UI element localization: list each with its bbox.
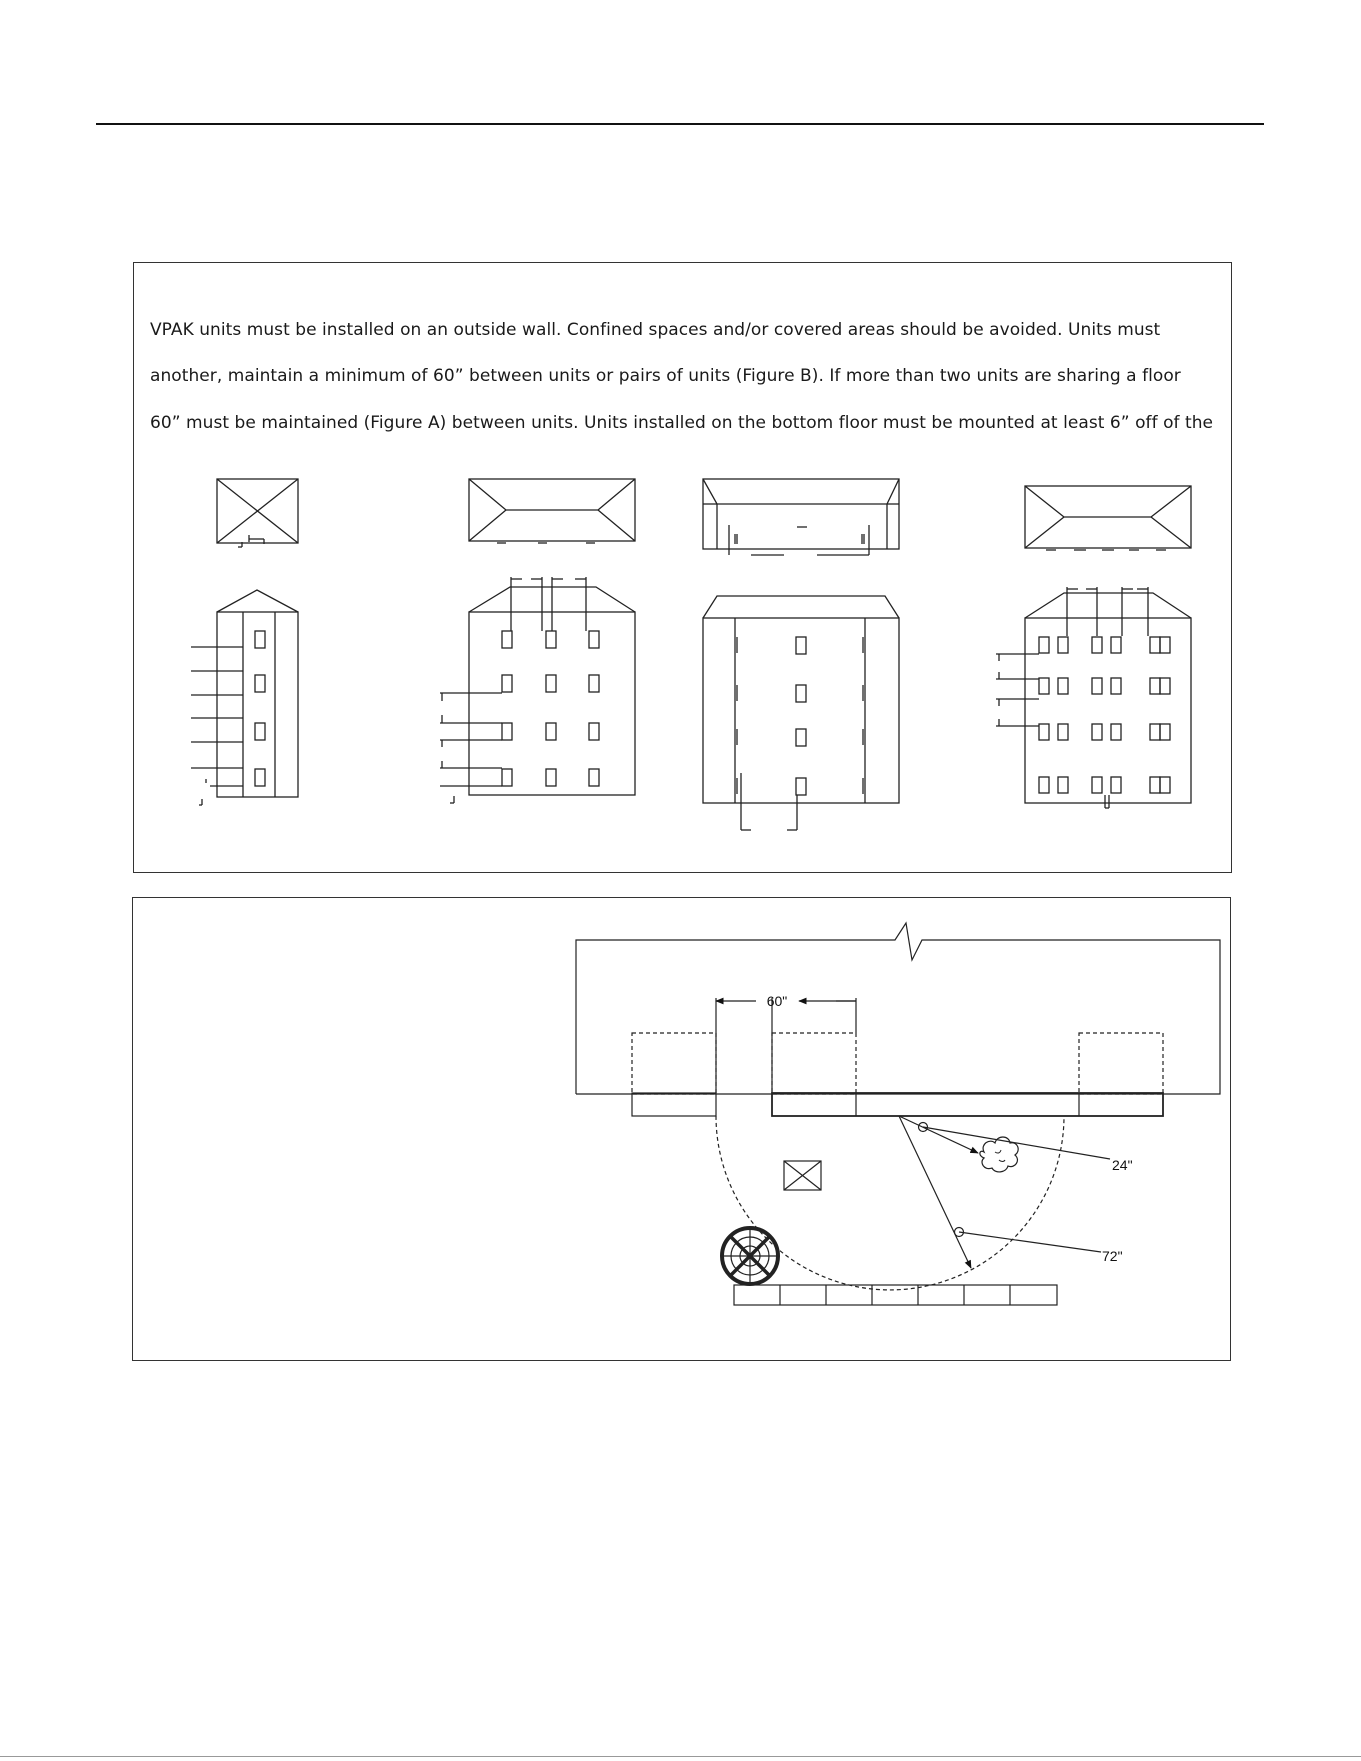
footer-rule xyxy=(0,1756,1361,1757)
building-2-elevation xyxy=(440,577,635,803)
unit-body-left xyxy=(632,1093,716,1116)
clearance-plan-drawing xyxy=(133,898,1232,1362)
exhaust-fan-icon xyxy=(722,1228,778,1284)
building-elevations-drawing xyxy=(134,263,1233,874)
obstruction-clearance-label: 24" xyxy=(1112,1157,1133,1173)
wall-outline xyxy=(576,923,1220,1094)
building-4-unit-pairs xyxy=(1039,637,1170,793)
building-1-narrow-tower xyxy=(191,479,298,805)
unit-footprint-right xyxy=(1079,1033,1163,1094)
building-4-paired-units xyxy=(996,486,1191,808)
building-1-roof-plan xyxy=(217,479,298,547)
building-4-roof-plan xyxy=(1025,486,1191,550)
exhaust-clearance-label: 72" xyxy=(1102,1248,1123,1264)
unit-body-row xyxy=(772,1093,1163,1116)
clearance-figure-panel xyxy=(132,897,1231,1361)
square-x-vent-icon xyxy=(784,1161,821,1190)
sidewalk xyxy=(734,1285,1057,1305)
building-2-roof-plan xyxy=(469,479,635,543)
intro-text-line-3: 60” must be maintained (Figure A) between units. Units installed on the bottom floor must be mounted at least 6” off of the xyxy=(150,413,1214,433)
building-4-elevation xyxy=(996,587,1191,808)
building-figures-panel xyxy=(133,262,1232,873)
building-2-three-column xyxy=(440,479,635,803)
building-3-side-walls xyxy=(703,479,899,830)
shrub-icon xyxy=(980,1137,1018,1172)
building-1-elevation xyxy=(191,590,298,805)
unit-spacing-label: 60" xyxy=(766,993,788,1009)
building-3-roof-plan xyxy=(703,479,899,555)
intro-text-line-2: another, maintain a minimum of 60” between units or pairs of units (Figure B). If more than two units are sharing a floor xyxy=(150,366,1181,386)
header-rule xyxy=(96,123,1264,125)
intro-text-line-1: VPAK units must be installed on an outside wall. Confined spaces and/or covered areas should be avoided. Units must xyxy=(150,320,1161,340)
unit-footprint-left xyxy=(632,1033,716,1094)
building-3-elevation xyxy=(703,596,899,830)
unit-footprint-center xyxy=(772,1033,856,1094)
